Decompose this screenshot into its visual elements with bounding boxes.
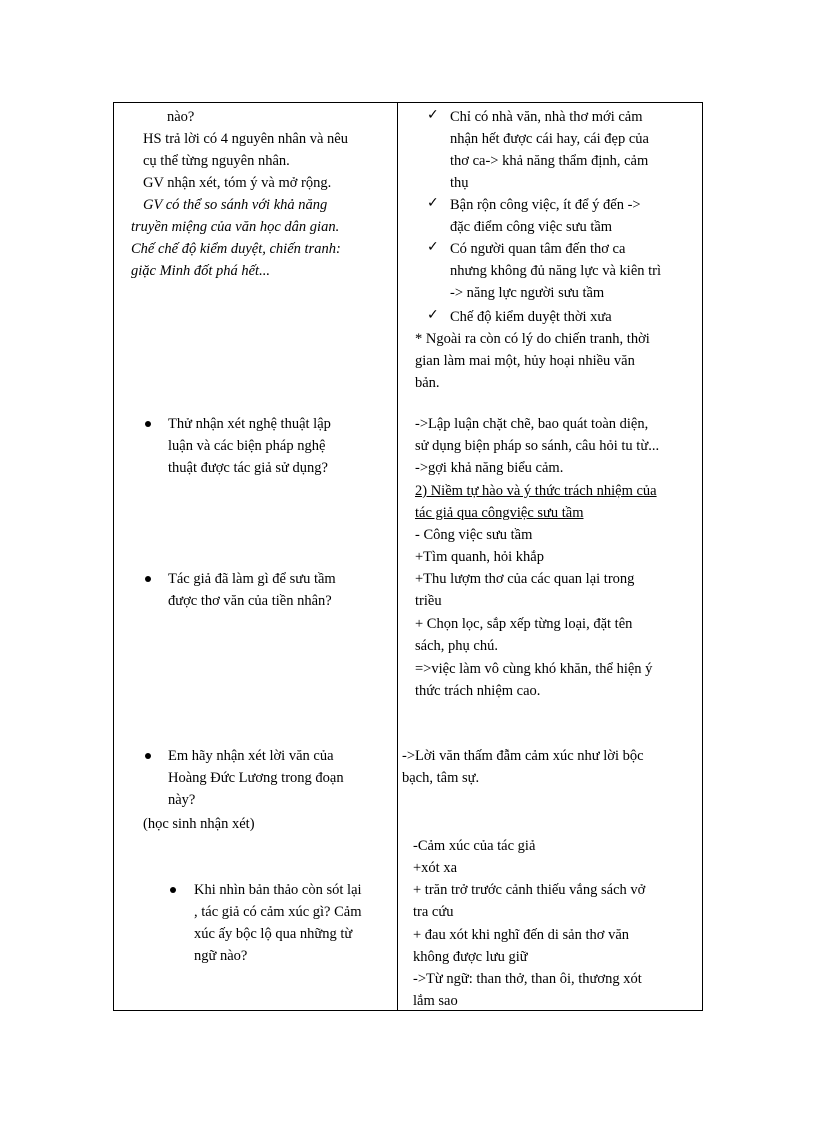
checkmark-icon: ✓ — [427, 195, 439, 211]
teacher-note-line: GV có thể so sánh với khả năng — [143, 197, 328, 213]
work-line: - Công việc sưu tầm — [415, 527, 533, 543]
question-emotion-line: Khi nhìn bản thảo còn sót lại — [194, 882, 362, 898]
left-intro-line: nào? — [167, 109, 195, 125]
work-line: + Chọn lọc, sắp xếp từng loại, đặt tên — [415, 616, 633, 632]
work-line: +Tìm quanh, hỏi khắp — [415, 549, 544, 565]
extra-note-line: gian làm mai một, hủy hoại nhiều văn — [415, 353, 635, 369]
reason-line: Có người quan tâm đến thơ ca — [450, 241, 626, 257]
reason-line: thơ ca-> khả năng thẩm định, cảm — [450, 153, 649, 169]
bullet-icon — [170, 887, 176, 893]
art-answer-line: ->Lập luận chặt chẽ, bao quát toàn diện, — [415, 416, 649, 432]
question-work-line: được thơ văn của tiền nhân? — [168, 593, 332, 609]
emotion-line: lắm sao — [413, 993, 458, 1009]
question-art-line: thuật được tác giả sử dụng? — [168, 460, 328, 476]
work-line: =>việc làm vô cùng khó khăn, thể hiện ý — [415, 661, 653, 677]
extra-note-line: * Ngoài ra còn có lý do chiến tranh, thời — [415, 331, 650, 347]
reason-line: nhưng không đủ năng lực và kiên trì — [450, 263, 662, 279]
reason-line: -> năng lực người sưu tầm — [450, 285, 605, 301]
emotion-line: không được lưu giữ — [413, 949, 528, 965]
question-emotion-line: , tác giả có cảm xúc gì? Cảm — [194, 904, 362, 920]
question-voice-line: này? — [168, 792, 196, 808]
reason-line: Chỉ có nhà văn, nhà thơ mới cảm — [450, 109, 643, 125]
question-emotion-line: ngữ nào? — [194, 948, 248, 964]
teacher-note-line: Chế chế độ kiểm duyệt, chiến tranh: — [131, 241, 341, 257]
question-emotion-line: xúc ấy bộc lộ qua những từ — [194, 926, 353, 942]
voice-answer-line: bạch, tâm sự. — [402, 770, 480, 786]
left-intro-line: cụ thể từng nguyên nhân. — [143, 153, 290, 169]
question-work-line: Tác giả đã làm gì để sưu tầm — [168, 571, 336, 587]
section-heading: 2) Niềm tự hào và ý thức trách nhiệm của — [415, 483, 657, 499]
left-intro-line: HS trả lời có 4 nguyên nhân và nêu — [143, 131, 348, 147]
emotion-line: +xót xa — [413, 860, 458, 876]
work-line: triều — [415, 593, 442, 609]
bullet-icon — [145, 753, 151, 759]
emotion-line: + đau xót khi nghĩ đến di sản thơ văn — [413, 927, 629, 943]
question-voice-line: Hoàng Đức Lương trong đoạn — [168, 770, 344, 786]
question-art-line: Thử nhận xét nghệ thuật lập — [168, 416, 331, 432]
question-voice-line: Em hãy nhận xét lời văn của — [168, 748, 334, 764]
checkmark-icon: ✓ — [427, 239, 439, 255]
reason-line: thụ — [450, 175, 469, 191]
section-heading: tác giả qua côngviệc sưu tầm — [415, 505, 584, 521]
teacher-note-line: giặc Minh đốt phá hết... — [131, 263, 270, 279]
emotion-line: tra cứu — [413, 904, 454, 920]
question-art-line: luận và các biện pháp nghệ — [168, 438, 326, 454]
work-line: thức trách nhiệm cao. — [415, 683, 541, 699]
reason-line: Chế độ kiểm duyệt thời xưa — [450, 309, 612, 325]
column-divider — [397, 103, 398, 1010]
emotion-line: ->Từ ngữ: than thở, than ôi, thương xót — [413, 971, 642, 987]
reason-line: Bận rộn công việc, ít để ý đến -> — [450, 197, 641, 213]
art-answer-line: ->gợi khả năng biểu cảm. — [415, 460, 564, 476]
extra-note-line: bản. — [415, 375, 440, 391]
work-line: +Thu lượm thơ của các quan lại trong — [415, 571, 635, 587]
reason-line: nhận hết được cái hay, cái đẹp của — [450, 131, 649, 147]
emotion-line: -Cảm xúc của tác giả — [413, 838, 536, 854]
voice-answer-line: ->Lời văn thấm đẫm cảm xúc như lời bộc — [402, 748, 644, 764]
checkmark-icon: ✓ — [427, 107, 439, 123]
left-intro-line: GV nhận xét, tóm ý và mở rộng. — [143, 175, 332, 191]
checkmark-icon: ✓ — [427, 307, 439, 323]
teacher-note-line: truyền miệng của văn học dân gian. — [131, 219, 340, 235]
emotion-line: + trăn trở trước cảnh thiếu vắng sách vở — [413, 882, 646, 898]
bullet-icon — [145, 421, 151, 427]
art-answer-line: sử dụng biện pháp so sánh, câu hỏi tu từ... — [415, 438, 660, 454]
bullet-icon — [145, 576, 151, 582]
work-line: sách, phụ chú. — [415, 638, 498, 654]
student-note: (học sinh nhận xét) — [143, 816, 255, 832]
reason-line: đặc điểm công việc sưu tầm — [450, 219, 613, 235]
